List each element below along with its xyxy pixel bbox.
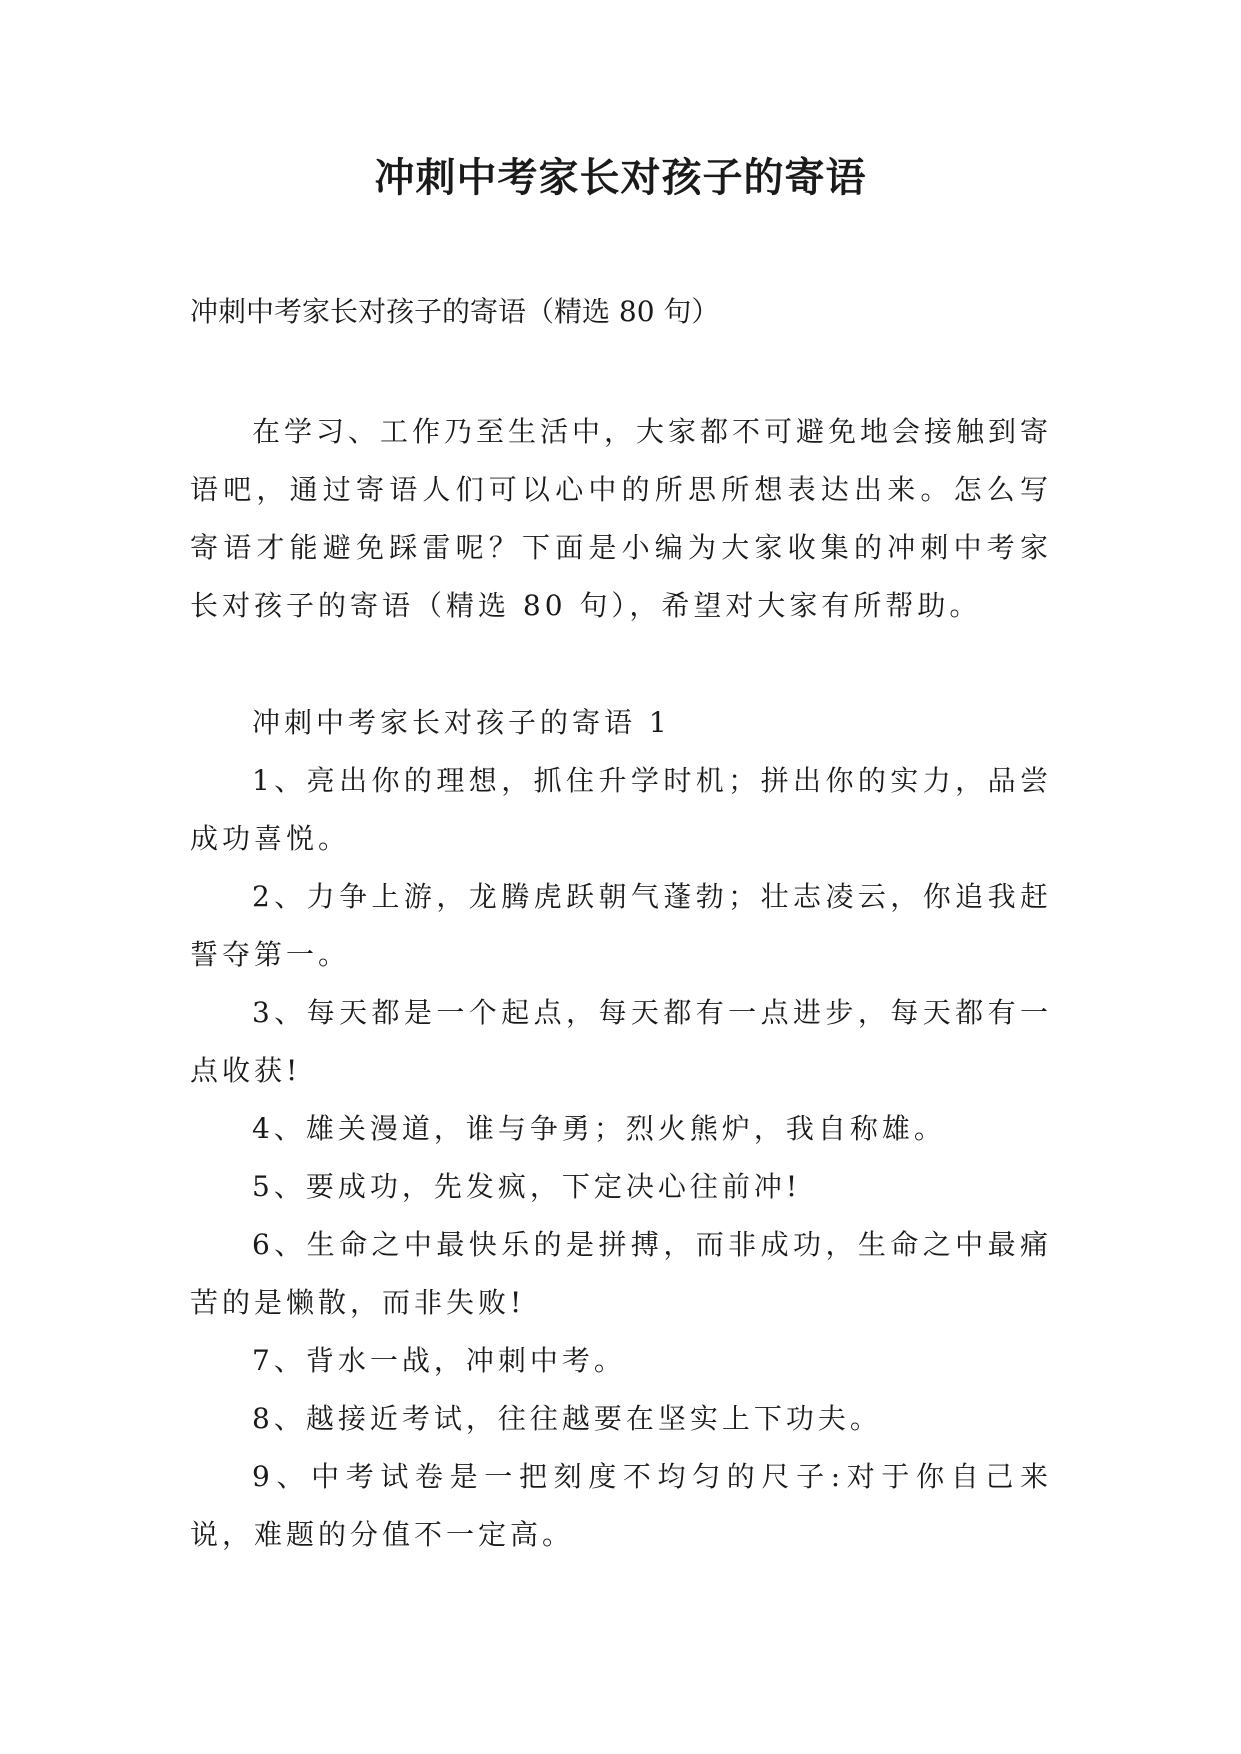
list-item: 1、亮出你的理想，抓住升学时机；拼出你的实力，品尝成功喜悦。 bbox=[190, 764, 1052, 855]
content-section bbox=[190, 694, 1052, 1564]
list-item: 6、生命之中最快乐的是拼搏，而非成功，生命之中最痛苦的是懒散，而非失败! bbox=[190, 1228, 1052, 1319]
list-item: 9、中考试卷是一把刻度不均匀的尺子:对于你自己来说，难题的分值不一定高。 bbox=[190, 1460, 1052, 1551]
list-item: 5、要成功，先发疯，下定决心往前冲! bbox=[252, 1170, 802, 1203]
document-subtitle: 冲刺中考家长对孩子的寄语（精选 80 句） bbox=[190, 295, 720, 328]
list-item: 7、背水一战，冲刺中考。 bbox=[252, 1344, 626, 1377]
page-title: 冲刺中考家长对孩子的寄语 bbox=[374, 154, 867, 201]
list-item: 3、每天都是一个起点，每天都有一点进步，每天都有一点收获! bbox=[190, 996, 1052, 1087]
list-item: 2、力争上游，龙腾虎跃朝气蓬勃；壮志凌云，你追我赶誓夺第一。 bbox=[190, 880, 1052, 971]
section-heading: 冲刺中考家长对孩子的寄语 1 bbox=[252, 706, 671, 739]
intro-paragraph: 在学习、工作乃至生活中，大家都不可避免地会接触到寄语吧，通过寄语人们可以心中的所思所想表达出来。怎么写寄语才能避免踩雷呢？下面是小编为大家收集的冲刺中考家长对孩子的寄语（精选 80 句），希望对大家有所帮助。 bbox=[190, 415, 1053, 622]
list-item: 8、越接近考试，往往越要在坚实上下功夫。 bbox=[252, 1402, 882, 1435]
list-item: 4、雄关漫道，谁与争勇；烈火熊炉，我自称雄。 bbox=[252, 1112, 946, 1145]
